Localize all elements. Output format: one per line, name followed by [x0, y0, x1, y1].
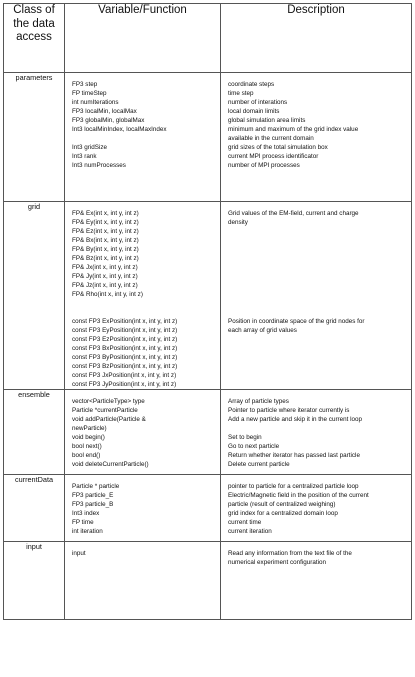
variable-line: FP3 localMin, localMax: [72, 108, 137, 115]
variable-line: [72, 299, 217, 308]
variable-line: const FP3 BxPosition(int x, int y, int z): [72, 345, 178, 352]
variable-cell: [65, 390, 221, 475]
header-class: Class of the data access: [4, 4, 65, 73]
description-line: Delete current particle: [228, 461, 290, 468]
description-line: [228, 424, 408, 433]
variable-line: bool end(): [72, 452, 101, 459]
description-cell: [221, 73, 412, 202]
variable-line: [72, 134, 217, 143]
description-line: current MPI process identificator: [228, 153, 319, 160]
variable-line: Particle * particle: [72, 483, 120, 490]
description-line: each array of grid values: [228, 327, 297, 334]
header-row: [4, 4, 412, 73]
description-line: [228, 362, 408, 371]
description-line: Array of particle types: [228, 398, 289, 405]
description-line: number of interations: [228, 99, 288, 106]
description-line: Pointer to particle where iterator currently is: [228, 407, 350, 414]
variable-cell: [65, 475, 221, 542]
variable-cell: [65, 202, 221, 390]
description-line: Electric/Magnetic field in the position of the current: [228, 492, 369, 499]
variable-line: FP3 particle_B: [72, 501, 114, 508]
description-line: [228, 344, 408, 353]
variable-line: const FP3 ByPosition(int x, int y, int z): [72, 354, 178, 361]
row-label: grid: [4, 202, 65, 390]
description-line: Add a new particle and skip it in the current loop: [228, 416, 363, 423]
row-label: currentData: [4, 475, 65, 542]
description-line: [228, 308, 408, 317]
description-line: Position in coordinate space of the grid nodes for: [228, 318, 365, 325]
row-label: parameters: [4, 73, 65, 202]
variable-line: void deleteCurrentParticle(): [72, 461, 149, 468]
variable-line: const FP3 BzPosition(int x, int y, int z): [72, 363, 178, 370]
variable-line: Particle *currentParticle: [72, 407, 138, 414]
description-line: Grid values of the EM-field, current and charge: [228, 210, 359, 217]
description-line: time step: [228, 90, 254, 97]
row-label: ensemble: [4, 390, 65, 475]
variable-line: int iteration: [72, 528, 103, 535]
table-row: [4, 475, 412, 542]
table-row: [4, 390, 412, 475]
description-line: Set to begin: [228, 434, 262, 441]
variable-line: const FP3 ExPosition(int x, int y, int z): [72, 318, 178, 325]
variable-line: const FP3 JyPosition(int x, int y, int z): [72, 381, 177, 388]
variable-line: [72, 308, 217, 317]
description-line: density: [228, 219, 248, 226]
variable-line: bool next(): [72, 443, 102, 450]
table-body: [4, 73, 412, 620]
description-line: [228, 299, 408, 308]
description-line: minimum and maximum of the grid index value: [228, 126, 359, 133]
table-row: [4, 202, 412, 390]
description-line: grid sizes of the total simulation box: [228, 144, 328, 151]
description-cell: [221, 475, 412, 542]
variable-line: const FP3 EyPosition(int x, int y, int z): [72, 327, 178, 334]
variable-line: FP& Bz(int x, int y, int z): [72, 255, 139, 262]
variable-line: FP& By(int x, int y, int z): [72, 246, 139, 253]
variable-line: FP3 step: [72, 81, 98, 88]
variable-line: Int3 localMinIndex, localMaxIndex: [72, 126, 167, 133]
variable-line: FP& Jy(int x, int y, int z): [72, 273, 138, 280]
variable-line: Int3 numProcesses: [72, 162, 126, 169]
description-line: particle (result of centralized weighing): [228, 501, 336, 508]
description-line: Return whether iterator has passed last particle: [228, 452, 360, 459]
variable-line: FP& Jx(int x, int y, int z): [72, 264, 138, 271]
variable-line: FP time: [72, 519, 94, 526]
description-line: global simulation area limits: [228, 117, 306, 124]
variable-line: FP3 particle_E: [72, 492, 114, 499]
variable-line: int numIterations: [72, 99, 119, 106]
description-line: [228, 254, 408, 263]
variable-line: Int3 index: [72, 510, 100, 517]
description-line: [228, 245, 408, 254]
variable-line: FP& Jz(int x, int y, int z): [72, 282, 138, 289]
variable-line: FP& Ey(int x, int y, int z): [72, 219, 139, 226]
header-description: Description: [221, 4, 412, 73]
table-row: [4, 73, 412, 202]
variable-line: const FP3 EzPosition(int x, int y, int z): [72, 336, 178, 343]
description-line: Read any information from the text file of the: [228, 550, 352, 557]
table-row: [4, 542, 412, 620]
variable-line: void addParticle(Particle &: [72, 416, 146, 423]
description-line: pointer to particle for a centralized particle loop: [228, 483, 359, 490]
row-label: input: [4, 542, 65, 620]
variable-line: FP& Ex(int x, int y, int z): [72, 210, 139, 217]
variable-cell: [65, 73, 221, 202]
variable-line: FP& Bx(int x, int y, int z): [72, 237, 139, 244]
description-line: [228, 335, 408, 344]
description-line: [228, 380, 408, 389]
description-line: grid index for a centralized domain loop: [228, 510, 338, 517]
description-cell: [221, 390, 412, 475]
description-cell: [221, 542, 412, 620]
header-variable: Variable/Function: [65, 4, 221, 73]
description-line: [228, 263, 408, 272]
description-line: [228, 281, 408, 290]
description-line: [228, 371, 408, 380]
variable-line: input: [72, 550, 86, 557]
variable-line: FP& Rho(int x, int y, int z): [72, 291, 143, 298]
variable-line: FP& Ez(int x, int y, int z): [72, 228, 139, 235]
description-line: coordinate steps: [228, 81, 275, 88]
variable-line: FP timeStep: [72, 90, 107, 97]
description-line: [228, 353, 408, 362]
description-line: [228, 290, 408, 299]
variable-line: Int3 rank: [72, 153, 97, 160]
variable-line: vector<ParticleType> type: [72, 398, 145, 405]
description-line: current time: [228, 519, 262, 526]
description-line: [228, 272, 408, 281]
description-line: numerical experiment configuration: [228, 559, 327, 566]
description-line: current iteration: [228, 528, 272, 535]
variable-line: void begin(): [72, 434, 105, 441]
description-line: Go to next particle: [228, 443, 280, 450]
variable-cell: [65, 542, 221, 620]
data-access-table: [3, 3, 412, 620]
variable-line: const FP3 JxPosition(int x, int y, int z): [72, 372, 177, 379]
description-line: available in the current domain: [228, 135, 314, 142]
variable-line: Int3 gridSize: [72, 144, 108, 151]
description-line: [228, 227, 408, 236]
variable-line: newParticle): [72, 425, 107, 432]
description-cell: [221, 202, 412, 390]
description-line: number of MPI processes: [228, 162, 300, 169]
variable-line: FP3 globalMin, globalMax: [72, 117, 145, 124]
description-line: [228, 236, 408, 245]
description-line: local domain limits: [228, 108, 280, 115]
